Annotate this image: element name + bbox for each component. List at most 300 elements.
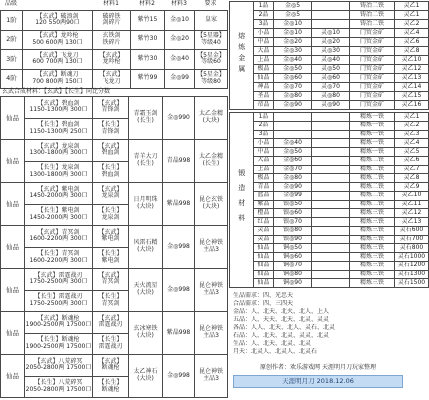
ingredient-1: 银◎90 [274,235,312,244]
material-2 [129,226,163,269]
material-line: (大块) [137,332,154,339]
base-weapon-line: 【长生】 [98,207,123,215]
ingredient-1 [274,121,312,130]
material-line: (大块) [137,375,154,382]
item-name: 【长生】龙泉剑 [37,164,80,172]
material-row [230,56,429,65]
ingredient-2: 灵◎90 [312,101,350,110]
spirit-value: 灵乙16 [395,101,429,110]
base-weapon-line: 【长生】 [98,379,123,387]
base-weapon-line: 【长生】 [98,293,123,301]
material-1-line: 玄铁剑 [102,32,121,40]
material-row [230,191,429,200]
ingredient-1 [274,130,312,139]
material-2 [129,355,163,398]
base-weapon-line: 断魂枪 [101,385,120,393]
material-2: 紫竹30 [131,50,165,70]
product: 精炼三铁 [350,270,395,279]
ingredient-1: 银◎50 [274,200,312,209]
spirit-value: 灵石800 [395,244,429,253]
ingredient-1: 金◎10 [274,20,312,29]
ingredient-1: 金◎80 [274,174,312,183]
ingredient-1: 金◎90 [274,183,312,192]
spirit-value: 灵乙4 [395,29,429,38]
base-weapon-xuanwu [93,140,129,162]
base-weapon-xuanwu [93,183,129,205]
product: 铸冶二铁 [350,2,395,11]
material-1-line: 剑碎片 [102,19,121,27]
item-name: 【玄武】龙吟枪 [36,32,79,40]
material-line: 青羊大刀 [133,153,158,161]
requirement-line: 【5星金】 [197,51,225,59]
material-line: 天火流星 [133,282,158,290]
product: 门贸金矿 [350,47,395,56]
material-row [230,65,429,74]
requirement [195,50,228,70]
item-price: 1450-2000两 300口 [29,213,88,221]
base-weapon-changsheng [93,247,129,269]
row-grade: 蓝品 [254,191,274,200]
material-row [230,20,429,29]
material-1-line: 【玄武】 [99,51,124,59]
ingredient-2 [312,20,350,29]
material-row [230,29,429,38]
advanced-recipe-table [0,96,228,398]
material-row [230,47,429,56]
base-weapon-line: 【长生】 [98,121,123,129]
smelting-table [229,1,429,110]
product: 精炼三铁 [350,279,395,288]
crafted-xuanwu [25,312,93,334]
requirement-line: 等级80 [201,77,221,85]
material-line: 青晶998 [166,156,191,164]
row-grade: 仙品 [254,244,274,253]
base-weapon-line: 青冥剑 [101,278,120,286]
item-name: 【玄武】龙泉剑 [37,142,80,150]
material-1 [93,50,131,70]
product: 门贸金矿 [350,65,395,74]
recipe-row-xuanwu [1,355,228,377]
material-4 [195,226,228,269]
row-grade: 神品 [254,83,274,92]
spirit-value: 灵乙1 [395,113,429,122]
item-price: 1600-2200两 300口 [29,256,88,264]
base-weapon-line: 【玄武】 [98,99,123,107]
material-line: 金◎990 [167,113,190,121]
material-line: 青霜玉剑 [133,110,158,118]
material-row [230,200,429,209]
material-1-line: 龙吟枪 [102,58,121,66]
crafted-item [23,50,93,70]
material-1-line: 【玄武】 [99,71,124,79]
base-weapon-line: 龙泉剑 [101,213,120,221]
material-line: 紫晶998 [166,328,191,336]
spirit-value: 灵乙12 [395,65,429,74]
spirit-value: 灵乙7 [395,165,429,174]
base-weapon-xuanwu [93,355,129,377]
material-row [230,11,429,20]
material-2: 紫竹15 [131,11,165,31]
row-grade: 上品 [254,165,274,174]
ingredient-2 [312,244,350,253]
ingredient-1: 金◎60 [274,156,312,165]
spirit-value: 灵石700 [395,235,429,244]
header-material-3: 材料3 [171,0,187,8]
item-price: 1600-2200两 300口 [29,235,88,243]
product: 精炼一铁 [350,113,395,122]
material-line: 主品3 [203,375,219,382]
material-3: 金◎10 [165,11,195,31]
product: 门贸金矿 [350,83,395,92]
material-row [230,148,429,157]
ingredient-2 [312,279,350,288]
spirit-value: 灵石600 [395,226,429,235]
ingredient-1: 金◎70 [274,83,312,92]
material-row [230,235,429,244]
base-weapon-line: 雷霆战刃 [98,321,123,329]
row-grade: 大品 [254,47,274,56]
ingredient-1: 铜◎50 [274,244,312,253]
material-4 [195,269,228,312]
material-row [230,209,429,218]
crafted-changsheng [25,290,93,312]
material-row [230,156,429,165]
item-name: 【长生】雷霆战刃 [34,293,83,301]
material-line: 昆仑玄铁 [198,196,223,204]
header-material-1: 材料1 [103,0,119,8]
material-2 [129,183,163,226]
material-3: 金◎40 [165,50,195,70]
product: 精炼二铁 [350,156,395,165]
requirement-line: 【5星金】 [197,71,225,79]
item-price: 2050-2800两 17500口 [25,364,92,372]
row-grade: 极品 [254,65,274,74]
item-price: 1750-2500两 300口 [29,278,88,286]
material-3 [163,226,195,269]
item-name: 【玄武】紫电剑 [37,185,80,193]
material-4 [195,140,228,183]
base-weapon-xuanwu [93,312,129,334]
row-grade: 灵品 [254,226,274,235]
product: 精炼二铁 [350,200,395,209]
row-grade: 3品 [254,20,274,29]
spirit-value: 灵乙10 [395,191,429,200]
row-grade: 圣品 [254,92,274,101]
product: 精炼二铁 [350,165,395,174]
material-1-line: 铁碎片 [102,38,121,46]
ingredient-2: 灵◎50 [312,65,350,74]
spirit-value: 灵乙13 [395,218,429,227]
crafted-xuanwu [25,140,93,162]
header-row [0,0,227,9]
item-name: 【长生】紫电剑 [37,207,80,215]
spirit-value: 灵乙15 [395,92,429,101]
ingredient-1: 铜◎70 [274,261,312,270]
requirement-line: 【5星器】 [197,32,225,40]
row-grade: 大品 [254,156,274,165]
row-grade: 极品 [254,174,274,183]
material-line: 昆仑神铁 [198,368,223,376]
material-1 [93,11,131,31]
notes-block [233,292,427,356]
recipe-row-xuanwu [1,97,228,119]
item-name: 【玄武】破浪剑 [36,12,79,20]
crafted-xuanwu [25,97,93,119]
material-row [230,253,429,262]
base-weapon-xuanwu [93,269,129,291]
row-grade: 1品 [254,2,274,11]
material-1-line: 飞龙刀 [102,77,121,85]
row-grade: 仙品 [254,279,274,288]
material-line: 日月明珠 [133,196,158,204]
ingredient-2 [312,113,350,122]
ingredient-2 [312,270,350,279]
item-price: 120 550两90口 [35,19,80,27]
base-weapon-changsheng [93,376,129,398]
item-price: 1900-2500两 17500口 [25,321,92,329]
material-line: 风雷石精 [133,239,158,247]
crafted-item [23,11,93,31]
ingredient-2 [312,253,350,262]
product: 精炼一铁 [350,139,395,148]
material-2: 紫竹99 [131,69,165,89]
ingredient-2: 灵◎30 [312,47,350,56]
base-weapon-line: 【长生】 [98,250,123,258]
item-name: 【长生】碧血剑 [37,121,80,129]
material-row [230,174,429,183]
tier-grade: 2阶 [1,30,23,50]
row-grade: 2品 [254,121,274,130]
base-weapon-changsheng [93,204,129,226]
material-2: 紫竹30 [131,30,165,50]
material-row [230,74,429,83]
note-line: 金品：人、北天、北火、北人、上人 [233,308,330,315]
product: 精炼三铁 [350,253,395,262]
spirit-value: 灵乙6 [395,156,429,165]
material-row [230,113,429,122]
material-line: 主品3 [203,246,219,253]
ingredient-1: 金◎80 [274,92,312,101]
base-weapon-line: 【玄武】 [98,228,123,236]
item-name: 【玄武】断魂刀 [36,71,79,79]
material-4 [195,355,228,398]
ingredient-2 [312,2,350,11]
material-3 [163,140,195,183]
product: 精炼一铁 [350,148,395,157]
material-line: 昆仑神铁 [198,325,223,333]
material-row [230,218,429,227]
item-price: 700 800两 150口 [32,77,83,85]
ingredient-2: 灵◎20 [312,38,350,47]
recipe-row-xuanwu [1,226,228,248]
spirit-value: 灵乙6 [395,38,429,47]
ingredient-2 [312,218,350,227]
base-weapon-changsheng [93,161,129,183]
row-grade: 小品 [254,139,274,148]
ingredient-2 [312,11,350,20]
material-row [230,226,429,235]
forging-material-table [229,112,429,288]
ingredient-2 [312,121,350,130]
material-3 [163,355,195,398]
ingredient-1: 金◎30 [274,47,312,56]
spirit-value: 灵乙1 [395,11,429,20]
material-row [230,244,429,253]
ingredient-1: 铜◎80 [274,270,312,279]
tier-row [1,69,228,89]
spirit-value: 灵乙1 [395,2,429,11]
crafted-xuanwu [25,269,93,291]
material-row [230,121,429,130]
material-2 [129,269,163,312]
material-1-line: 破碎铁 [102,12,121,20]
material-line: 金◎998 [167,285,190,293]
material-row [230,279,429,288]
item-price: 2050-2800两 17500口 [25,385,92,393]
material-2 [129,97,163,140]
recipe-row-xuanwu [1,312,228,334]
material-line: (长生) [137,117,154,124]
recipe-row-xuanwu [1,183,228,205]
material-3 [163,183,195,226]
base-weapon-line: 【长生】 [98,164,123,172]
ingredient-1: 银◎70 [274,218,312,227]
note-line: 五品：人、天天、北天、北灵、灵灵 [233,316,330,323]
item-name: 【玄武】飞龙刀 [36,51,79,59]
crafted-item [23,30,93,50]
base-weapon-line: 青锋剑 [101,127,120,135]
material-line: (大块) [202,117,220,124]
recipe-grade: 仙品 [1,140,25,183]
ingredient-1: 铜◎60 [274,253,312,262]
header-material-2: 材料2 [139,0,155,8]
ingredient-2: 灵◎80 [312,92,350,101]
material-line: (大块) [202,203,220,210]
material-line: 主品3 [203,332,219,339]
ingredient-1: 金◎5 [274,2,312,11]
section-label [230,113,254,288]
crafted-changsheng [25,376,93,398]
row-grade: 青品 [254,183,274,192]
product: 精炼二铁 [350,183,395,192]
requirement-line: 皇家 [204,15,217,23]
base-weapon-line: 断魂枪 [101,364,120,372]
material-line: (大块) [137,246,154,253]
item-name: 【长生】八荒碎冥 [34,379,83,387]
product: 精炼三铁 [350,235,395,244]
base-weapon-xuanwu [93,97,129,119]
recipe-grade: 仙品 [1,226,25,269]
ingredient-2 [312,235,350,244]
row-grade: 上品 [254,56,274,65]
material-line: 主品3 [203,289,219,296]
ingredient-2: 灵◎70 [312,83,350,92]
ingredient-1: 金◎20 [274,38,312,47]
section-label [230,2,254,110]
recipe-row-xuanwu [1,140,228,162]
recipe-grade: 仙品 [1,355,25,398]
ingredient-1: 金◎50 [274,65,312,74]
requirement-line: 等级40 [201,38,221,46]
ingredient-2 [312,148,350,157]
row-grade: 中品 [254,38,274,47]
material-2 [129,140,163,183]
recipe-grade: 仙品 [1,183,25,226]
ingredient-2 [312,165,350,174]
recipe-grade: 仙品 [1,97,25,140]
base-weapon-line: 紫电剑 [101,256,120,264]
tier-grade: 1阶 [1,11,23,31]
ingredient-1: 金◎50 [274,148,312,157]
spirit-value: 灵乙13 [395,74,429,83]
spirit-value: 灵乙12 [395,209,429,218]
row-grade: 中品 [254,148,274,157]
spirit-value: 灵乙5 [395,148,429,157]
material-row [230,2,429,11]
material-line: 金◎998 [167,242,190,250]
product: 精炼三铁 [350,261,395,270]
row-grade: 小品 [254,29,274,38]
ingredient-1: 铜◎90 [274,279,312,288]
product: 精炼二铁 [350,174,395,183]
item-name: 【长生】断魂枪 [37,336,80,344]
base-weapon-changsheng [93,333,129,355]
product: 精炼一铁 [350,130,395,139]
spirit-value: 灵乙9 [395,183,429,192]
item-name: 【玄武】雷霆战刃 [34,271,83,279]
spirit-value: 灵石1200 [395,261,429,270]
product: 门贸金矿 [350,74,395,83]
ingredient-2: 灵◎60 [312,74,350,83]
product: 门贸金矿 [350,101,395,110]
spirit-value: 灵乙8 [395,47,429,56]
material-row [230,38,429,47]
product: 精炼三铁 [350,244,395,253]
left-top-header [0,0,227,9]
crafted-changsheng [25,204,93,226]
row-grade: 帝品 [254,101,274,110]
note-line: 月天：北灵人、北灵人、北灵石 [233,348,318,355]
note-line: 合品需求：四、三四天 [233,300,294,307]
base-weapon-line: 碧血剑 [101,170,120,178]
recipe-grade: 仙品 [1,312,25,355]
product: 门贸金矿 [350,92,395,101]
row-grade: 仙品 [254,270,274,279]
item-name: 【玄武】青冥剑 [37,228,80,236]
ingredient-1: 金◎5 [274,11,312,20]
base-weapon-line: 龙泉剑 [101,192,120,200]
item-name: 【玄武】碧血剑 [37,99,80,107]
material-4 [195,312,228,355]
item-price: 1450-2000两 300口 [29,192,88,200]
material-line: 玄冰寒铁 [133,325,158,333]
requirement-line: 等级60 [201,58,221,66]
material-3: 金◎20 [165,30,195,50]
base-weapon-line: 【玄武】 [98,142,123,150]
crafted-changsheng [25,118,93,140]
title-date-badge: 天涯明月刀 2018.12.06 [233,375,403,388]
spirit-value: 灵乙14 [395,83,429,92]
row-grade: 红品 [254,218,274,227]
requirement [195,69,228,89]
crafted-changsheng [25,161,93,183]
item-price: 1750-2500两 300口 [29,299,88,307]
material-row [230,130,429,139]
item-price: 1150-1300两 300口 [29,106,88,114]
ingredient-2 [312,139,350,148]
item-name: 【玄武】断魂枪 [37,314,80,322]
header-item [22,0,92,9]
